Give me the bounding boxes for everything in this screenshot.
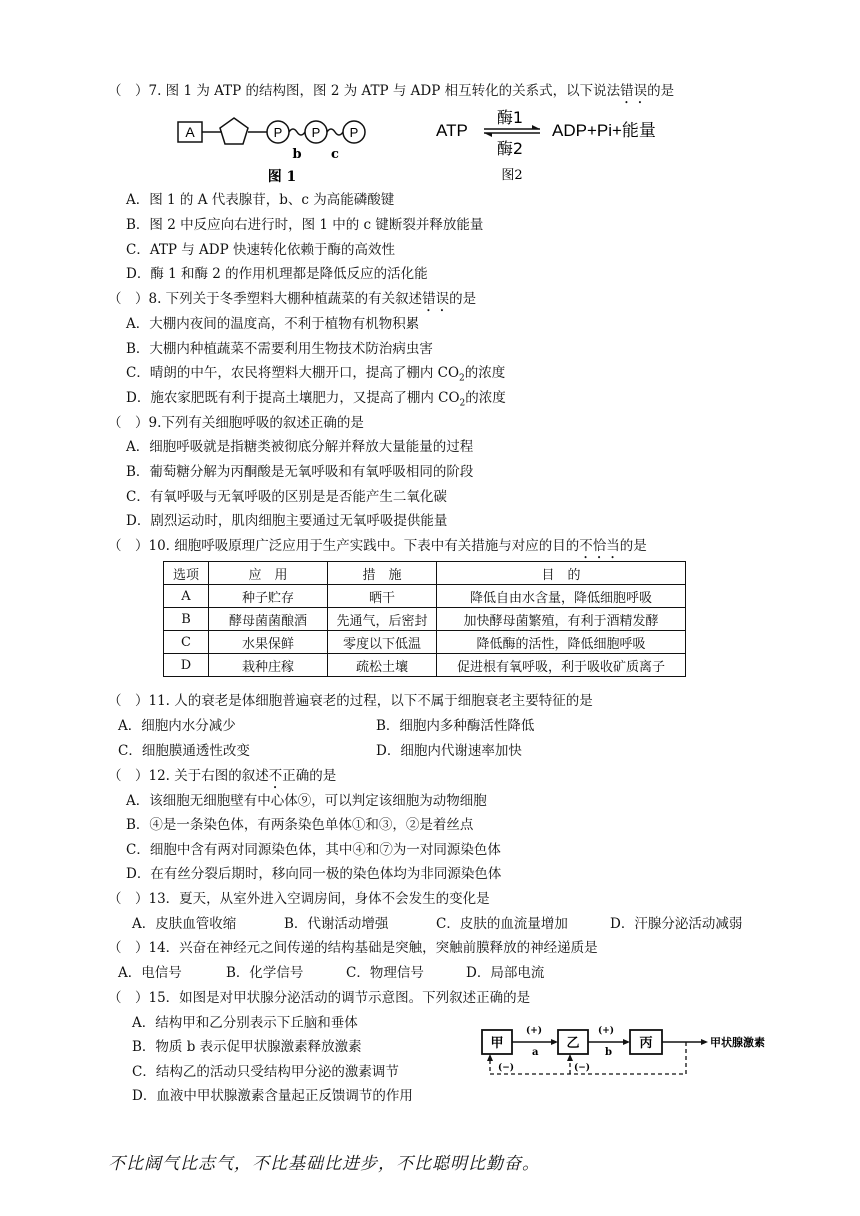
svg-text:甲: 甲 [490,1036,504,1051]
q9-option-a: A．细胞呼吸就是指糖类被彻底分解并释放大量能量的过程 [126,439,474,455]
table-header: 选项 [164,562,209,585]
high-energy-bond-b [289,129,305,135]
q12-stem: （ ）12. 关于右图的叙述不正确的是 [108,768,337,784]
q9-option-c: C．有氧呼吸与无氧呼吸的区别是是否能产生二氧化碳 [126,489,447,505]
q10-stem: （ ）10. 细胞呼吸原理广泛应用于生产实践中。下表中有关措施与对应的目的不恰当的是 [108,538,647,554]
q14-option-b: B．化学信号 [226,965,304,981]
q8-option-d: D．施农家肥既有利于提高土壤肥力，又提高了棚内 $CO_2$的浓度 [126,390,506,409]
svg-text:(+): (+) [598,1026,615,1036]
q8-option-a: A．大棚内夜间的温度高，不利于植物有机物积累 [126,316,420,332]
q11-option-a: A．细胞内水分减少 [118,718,236,734]
footer-motto: 不比阔气比志气，不比基础比进步，不比聪明比勤奋。 [108,1154,540,1174]
table-row: C 水果保鲜 零度以下低温 降低酶的活性，降低细胞呼吸 [164,631,686,654]
q9-stem: （ ）9.下列有关细胞呼吸的叙述正确的是 [108,415,364,431]
atp-label: ATP [436,121,468,140]
q14-option-a: A．电信号 [118,965,182,981]
q13-option-c: C．皮肤的血流量增加 [436,916,568,932]
q12-option-a: A．该细胞无细胞壁有中心体⑨，可以判定该细胞为动物细胞 [126,793,487,809]
q12-option-c: C．细胞中含有两对同源染色体，其中④和⑦为一对同源染色体 [126,842,501,858]
atp-adp-figure [432,106,682,188]
table-row: A 种子贮存 晒干 降低自由水含量，降低细胞呼吸 [164,585,686,608]
svg-text:P: P [311,125,321,140]
bond-b-label: b [292,147,302,162]
q15-option-d: D．血液中甲状腺激素含量起正反馈调节的作用 [132,1088,413,1104]
svg-text:a: a [532,1047,539,1058]
q11-option-d: D．细胞内代谢速率加快 [376,743,522,759]
svg-text:丙: 丙 [639,1036,653,1051]
q7-option-d: D．酶 1 和酶 2 的作用机理都是降低反应的活化能 [126,266,428,282]
table-header-row [164,562,686,585]
q15-stem: （ ）15．如图是对甲状腺分泌活动的调节示意图。下列叙述正确的是 [108,990,531,1006]
adp-pi-energy-label: ADP+Pi+能量 [552,121,656,140]
svg-text:P: P [273,125,283,140]
bond-c-label: c [331,147,339,162]
q7-option-c: C．ATP 与 ADP 快速转化依赖于酶的高效性 [126,242,395,258]
q7-option-a: A．图 1 的 A 代表腺苷，b、c 为高能磷酸键 [126,192,395,208]
enzyme2-label: 酶2 [496,139,524,158]
svg-text:b: b [605,1047,612,1058]
atp-structure-figure [170,108,380,188]
q12-option-d: D．在有丝分裂后期时，移向同一极的染色体均为非同源染色体 [126,866,502,882]
table-row: B 酵母菌菌酿酒 先通气，后密封 加快酵母菌繁殖，有利于酒精发酵 [164,608,686,631]
q11-option-c: C．细胞膜通透性改变 [118,743,250,759]
q8-emphasis: 错误 [422,291,450,307]
q14-option-c: C．物理信号 [346,965,424,981]
q10-emphasis: 不恰当 [579,538,620,554]
enzyme1-label: 酶1 [496,108,524,127]
q15-option-b: B．物质 b 表示促甲状腺激素释放激素 [132,1039,362,1055]
thyroid-regulation-diagram [470,1018,780,1088]
q13-option-b: B．代谢活动增强 [284,916,389,932]
svg-text:(−): (−) [574,1063,591,1073]
q13-option-a: A．皮肤血管收缩 [132,916,237,932]
q7-stem: （ ）7. 图 1 为 ATP 的结构图，图 2 为 ATP 与 ADP 相互转化的关系式，以下说法错误的是 [108,83,675,99]
q9-option-b: B．葡萄糖分解为丙酮酸是无氧呼吸和有氧呼吸相同的阶段 [126,464,474,480]
fig1-caption: 图 1 [267,169,297,185]
q15-option-c: C．结构乙的活动只受结构甲分泌的激素调节 [132,1064,399,1080]
svg-text:(−): (−) [498,1063,515,1073]
svg-text:乙: 乙 [566,1036,580,1051]
q14-option-d: D．局部电流 [466,965,545,981]
fig2-caption: 图2 [501,168,523,183]
ribose-pentagon [220,118,248,144]
q12-emphasis: 不 [268,768,283,784]
table-row: D 栽种庄稼 疏松土壤 促进根有氧呼吸，利于吸收矿质离子 [164,654,686,677]
table-header: 应 用 [209,562,328,585]
table-header: 措 施 [328,562,437,585]
svg-text:P: P [349,125,359,140]
q15-option-a: A．结构甲和乙分别表示下丘脑和垂体 [132,1015,358,1031]
q8-option-b: B．大棚内种植蔬菜不需要利用生物技术防治病虫害 [126,341,433,357]
q12-option-b: B．④是一条染色体，有两条染色单体①和③，②是着丝点 [126,817,474,833]
target-hormone-label: 甲状腺激素 [710,1036,765,1049]
q11-option-b: B．细胞内多种酶活性降低 [376,718,535,734]
q13-stem: （ ）13．夏天，从室外进入空调房间，身体不会发生的变化是 [108,891,490,907]
adenine-label: A [185,124,195,140]
q13-option-d: D．汗腺分泌活动减弱 [610,916,743,932]
q11-stem: （ ）11. 人的衰老是体细胞普遍衰老的过程，以下不属于细胞衰老主要特征的是 [108,693,593,709]
q10-table [163,561,686,677]
q9-option-d: D．剧烈运动时，肌肉细胞主要通过无氧呼吸提供能量 [126,513,448,529]
q14-stem: （ ）14．兴奋在神经元之间传递的结构基础是突触，突触前膜释放的神经递质是 [108,940,598,956]
q7-emphasis: 错误 [620,83,648,99]
q7-option-b: B．图 2 中反应向右进行时，图 1 中的 c 键断裂并释放能量 [126,217,484,233]
svg-text:(+): (+) [526,1026,543,1036]
high-energy-bond-c [327,129,343,135]
table-header: 目 的 [437,562,686,585]
q8-option-c: C．晴朗的中午，农民将塑料大棚开口，提高了棚内 $CO_2$的浓度 [126,365,506,384]
q8-stem: （ ）8. 下列关于冬季塑料大棚种植蔬菜的有关叙述错误的是 [108,291,477,307]
